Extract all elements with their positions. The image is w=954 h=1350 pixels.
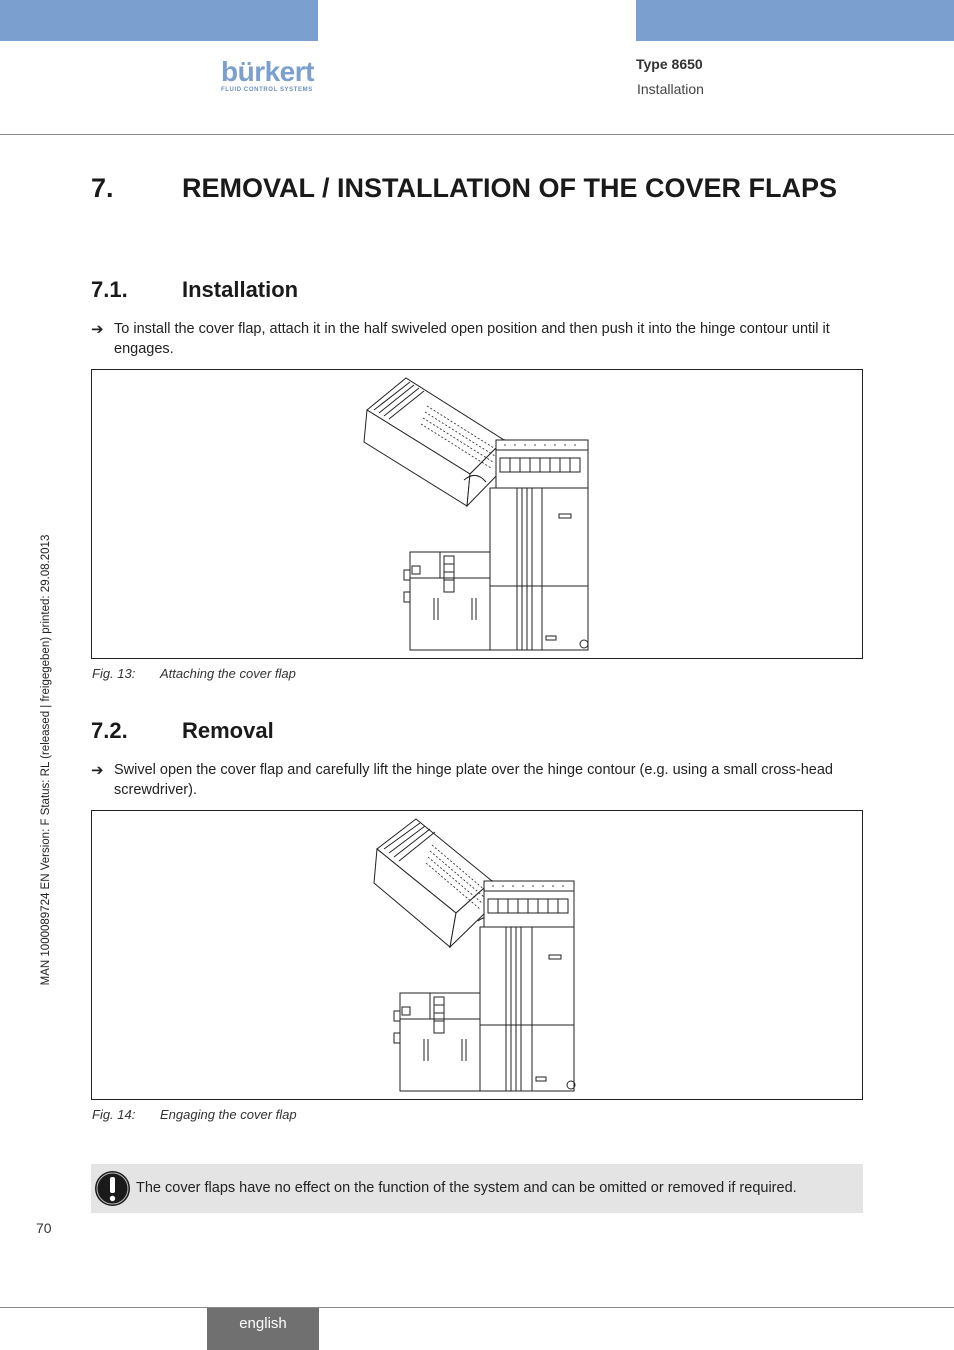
cover-flap-drawing bbox=[374, 819, 498, 947]
section-number: 7.2. bbox=[91, 718, 128, 743]
language-tab bbox=[207, 1308, 319, 1350]
figure-attaching-cover-flap bbox=[91, 369, 863, 659]
section-number: 7.1. bbox=[91, 277, 128, 302]
section-title: Removal bbox=[182, 718, 274, 743]
document-type: Type 8650 bbox=[636, 56, 703, 72]
note-text: The cover flaps have no effect on the function of the system and can be omitted or removed if required. bbox=[136, 1180, 797, 1196]
header-divider bbox=[0, 134, 954, 135]
header-bar-right bbox=[636, 0, 954, 41]
exclamation-icon bbox=[94, 1170, 131, 1207]
figure-number: Fig. 13: bbox=[92, 666, 136, 681]
figure-engaging-cover-flap bbox=[91, 810, 863, 1100]
logo-subtitle: FLUID CONTROL SYSTEMS bbox=[221, 87, 313, 93]
document-metadata-text: MAN 1000089724 EN Version: F Status: RL (released | freigegeben) printed: 29.08.2013 bbox=[40, 534, 52, 986]
section-title: Installation bbox=[182, 277, 299, 302]
document-section: Installation bbox=[637, 81, 704, 97]
arrow-right-icon: ➔ bbox=[91, 321, 104, 338]
device-drawing-icon bbox=[92, 370, 862, 658]
step-text: Swivel open the cover flap and carefully lift the hinge plate over the hinge contour (e.g. using a small cross-head screwdriver). bbox=[114, 762, 833, 798]
step-text: To install the cover flap, attach it in the half swiveled open position and then push it into the hinge contour until it engages. bbox=[114, 321, 830, 357]
chapter-title: REMOVAL / INSTALLATION OF THE COVER FLAPS bbox=[182, 173, 838, 203]
figure-caption-text: Engaging the cover flap bbox=[160, 1107, 297, 1122]
arrow-right-icon: ➔ bbox=[91, 762, 104, 779]
cover-flap-drawing bbox=[364, 378, 504, 506]
instruction-step-removal bbox=[91, 761, 866, 800]
instruction-step-installation bbox=[91, 320, 866, 359]
footer-divider bbox=[0, 1307, 954, 1308]
logo-wordmark: bürkert bbox=[221, 56, 314, 87]
header-bar-left bbox=[0, 0, 318, 41]
burkert-logo bbox=[221, 58, 321, 93]
figure-number: Fig. 14: bbox=[92, 1107, 136, 1122]
page-number: 70 bbox=[36, 1220, 52, 1236]
language-label: english bbox=[239, 1315, 287, 1332]
device-drawing-icon bbox=[92, 811, 862, 1099]
figure-caption-text: Attaching the cover flap bbox=[160, 666, 296, 681]
chapter-number: 7. bbox=[91, 173, 114, 203]
note-box bbox=[91, 1164, 863, 1213]
